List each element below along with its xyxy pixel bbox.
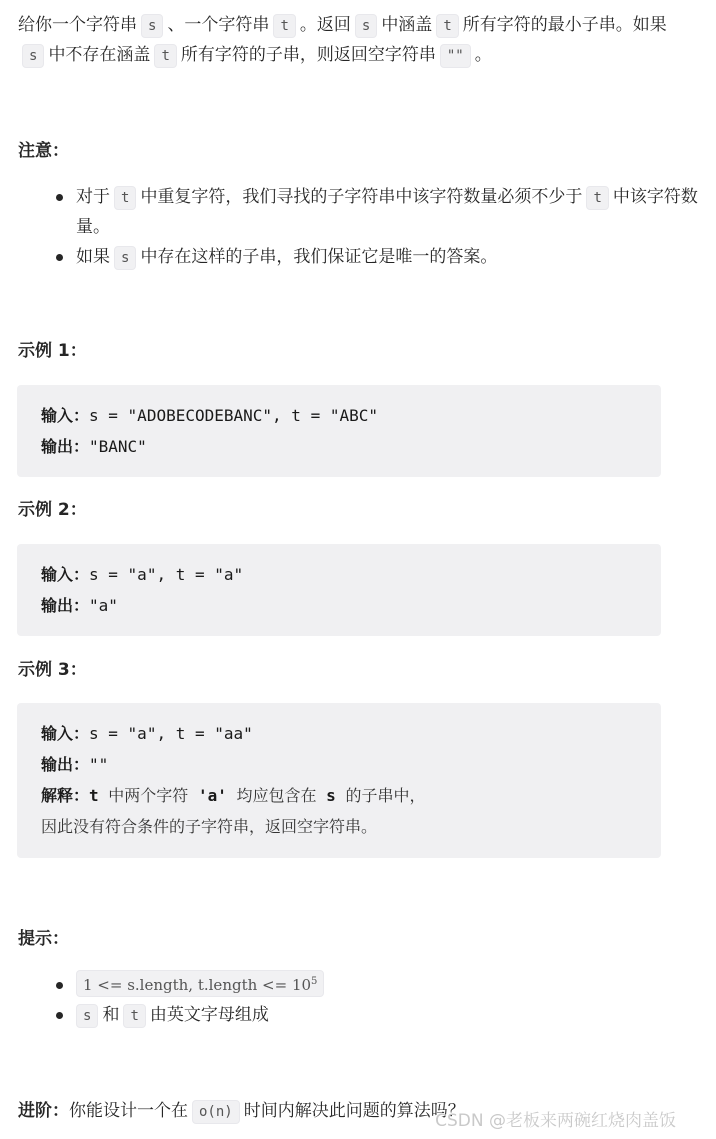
example-output-line: 输出："BANC"	[41, 437, 147, 456]
example-input-line: 输入：s = "a", t = "a"	[41, 565, 244, 584]
inline-code-t: t	[154, 44, 176, 68]
example-input-line: 输入：s = "a", t = "aa"	[41, 724, 253, 743]
example-output-line: 输出：""	[41, 755, 109, 774]
inline-code-s: s	[76, 1004, 98, 1028]
inline-code-t: t	[586, 186, 608, 210]
inline-code-t: t	[436, 14, 458, 38]
constraint-code: 1 <= s.length, t.length <= $10^5$	[76, 970, 324, 997]
example-explanation-line-2: 因此没有符合条件的子字符串，返回空字符串。	[41, 817, 378, 836]
inline-code-s: s	[114, 246, 136, 270]
example-2-block	[17, 544, 661, 636]
inline-code-s: s	[141, 14, 163, 38]
example-2-heading: 示例 2：	[18, 500, 87, 520]
inline-code-complexity: o(n)	[192, 1100, 240, 1124]
example-3-block	[17, 703, 661, 858]
list-item: 如果 s 中存在这样的子串，我们保证它是唯一的答案。	[76, 242, 716, 272]
example-output-line: 输出："a"	[41, 596, 118, 615]
inline-code-t: t	[273, 14, 295, 38]
example-3-heading: 示例 3：	[18, 660, 87, 680]
hints-list	[24, 970, 716, 1030]
inline-code-s: s	[355, 14, 377, 38]
inline-code-empty: ""	[440, 44, 471, 68]
list-item: 对于 t 中重复字符，我们寻找的子字符串中该字符数量必须不少于 t 中该字符数量。	[76, 182, 716, 242]
note-heading: 注意：	[18, 141, 69, 161]
example-1-block	[17, 385, 661, 477]
example-input-line: 输入：s = "ADOBECODEBANC", t = "ABC"	[41, 406, 378, 425]
watermark: CSDN @老板来两碗红烧肉盖饭	[435, 1111, 676, 1131]
example-explanation-line: 解释：t 中两个字符 'a' 均应包含在 s 的子串中，	[41, 786, 426, 805]
inline-code-s: s	[22, 44, 44, 68]
list-item: s 和 t 由英文字母组成	[76, 1000, 716, 1030]
inline-code-t: t	[123, 1004, 145, 1028]
problem-description: 给你一个字符串 s 、一个字符串 t 。返回 s 中涵盖 t 所有字符的最小子串。如果s 中不存在涵盖 t 所有字符的子串，则返回空字符串 "" 。	[18, 10, 678, 70]
example-1-heading: 示例 1：	[18, 341, 87, 361]
inline-code-t: t	[114, 186, 136, 210]
list-item	[76, 970, 716, 1000]
advanced-line: 进阶：你能设计一个在 o(n) 时间内解决此问题的算法吗？	[18, 1096, 678, 1126]
note-list	[24, 182, 716, 272]
hints-heading: 提示：	[18, 929, 69, 949]
